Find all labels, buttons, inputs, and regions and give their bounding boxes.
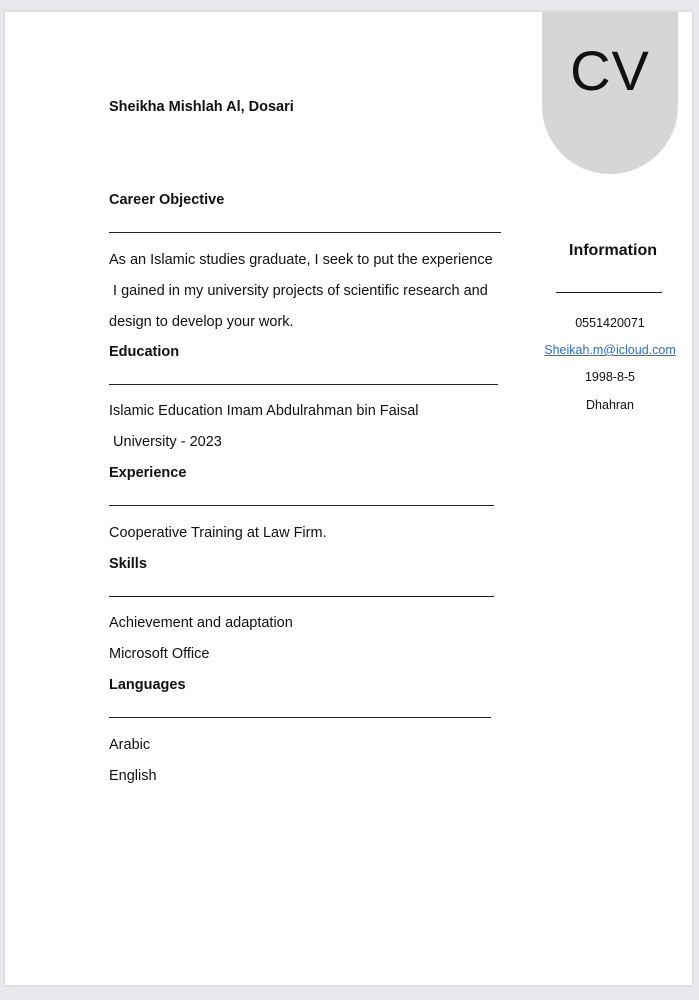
section-divider xyxy=(109,232,501,233)
career-objective-line: I gained in my university projects of scientific research and xyxy=(109,283,488,299)
information-divider xyxy=(556,292,662,293)
career-objective-line: As an Islamic studies graduate, I seek to put the experience xyxy=(109,252,493,268)
applicant-name: Sheikha Mishlah Al, Dosari xyxy=(109,99,294,115)
section-divider xyxy=(109,717,491,718)
career-objective-line: design to develop your work. xyxy=(109,314,294,330)
cv-badge-label: CV xyxy=(570,39,650,102)
email-link[interactable]: Sheikah.m@icloud.com xyxy=(544,343,676,357)
city: Dhahran xyxy=(586,398,634,412)
skill-item: Achievement and adaptation xyxy=(109,615,293,631)
language-item: English xyxy=(109,768,157,784)
education-line: Islamic Education Imam Abdulrahman bin Faisal xyxy=(109,403,419,419)
education-line: University - 2023 xyxy=(109,434,222,450)
section-divider xyxy=(109,596,494,597)
cv-badge xyxy=(542,12,678,174)
section-title-skills: Skills xyxy=(109,556,147,572)
section-divider xyxy=(109,384,498,385)
section-title-experience: Experience xyxy=(109,465,187,481)
section-title-career-objective: Career Objective xyxy=(109,192,225,208)
information-title: Information xyxy=(569,242,657,259)
section-title-education: Education xyxy=(109,344,180,360)
language-item: Arabic xyxy=(109,737,151,753)
skill-item: Microsoft Office xyxy=(109,646,210,662)
section-divider xyxy=(109,505,494,506)
phone-number: 0551420071 xyxy=(575,316,645,330)
birth-date: 1998-8-5 xyxy=(584,370,636,384)
section-title-languages: Languages xyxy=(109,677,186,693)
experience-line: Cooperative Training at Law Firm. xyxy=(109,525,327,541)
cv-page xyxy=(5,12,692,985)
